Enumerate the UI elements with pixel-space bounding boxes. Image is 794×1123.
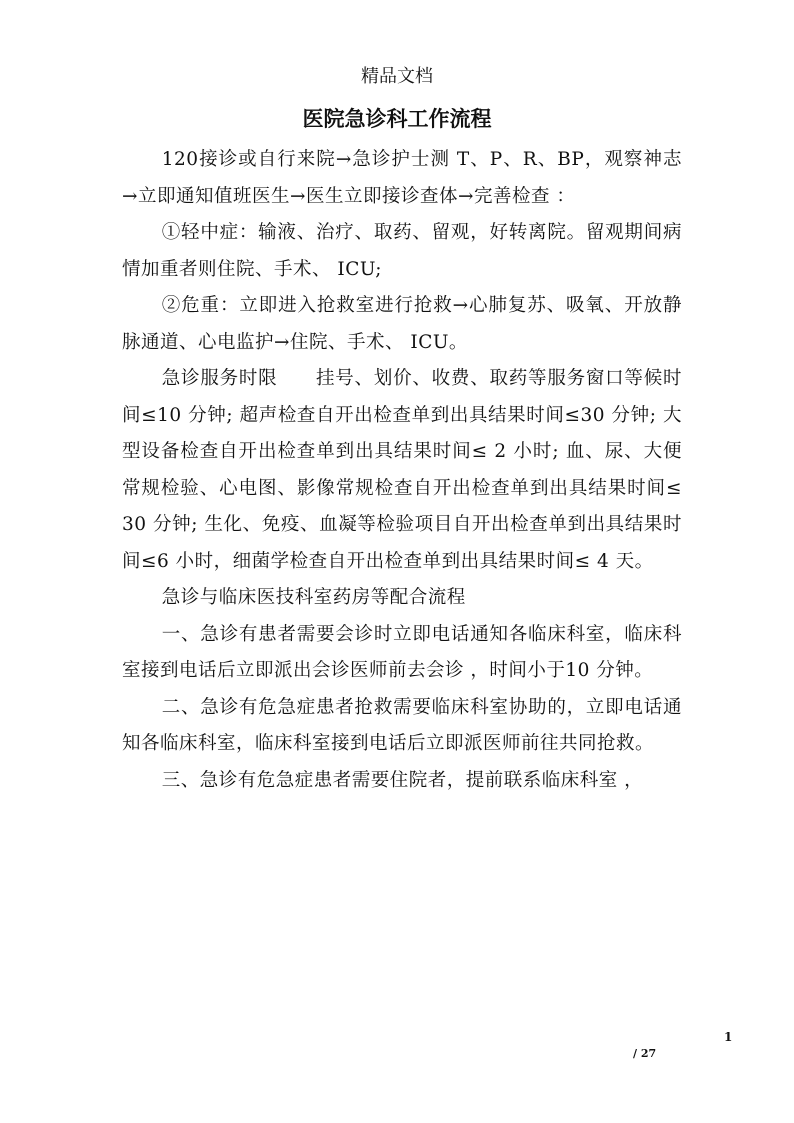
paragraph-service-time-limits: 急诊服务时限 挂号、划价、收费、取药等服务窗口等候时间≤10 分钟; 超声检查自开出检查单到出具结果时间≤30 分钟; 大型设备检查自开出检查单到出具结果时间≤ 2 小时; 血、尿、大便常规检验、心电图、影像常规检查自开出检查单到出具结果时间≤ 30 分钟; 生化、免疫、血凝等检验项目自开出检查单到出具结果时间≤6 小时，细菌学检查自开出检查单到出具结果时间≤ 4 天。 bbox=[122, 368, 682, 572]
paragraph-intake-flow: 120接诊或自行来院→急诊护士测 T、P、R、BP，观察神志→立即通知值班医生→医生立即接诊查体→完善检查 ： bbox=[122, 149, 682, 207]
page-number: 1 bbox=[724, 1030, 733, 1044]
paragraph-critical-cases: ②危重：立即进入抢救室进行抢救→心肺复苏、吸氧、开放静脉通道、心电监护→住院、手术、 ICU。 bbox=[122, 295, 682, 353]
document-body bbox=[122, 142, 682, 799]
paragraph-mild-cases: ①轻中症：输液、治疗、取药、留观，好转离院。留观期间病情加重者则住院、手术、 ICU; bbox=[122, 222, 682, 280]
paragraph-hospitalization: 三、急诊有危急症患者需要住院者，提前联系临床科室 ， bbox=[161, 769, 644, 791]
paragraph-cooperation-heading: 急诊与临床医技科室药房等配合流程 bbox=[161, 587, 466, 608]
document-title: 医院急诊科工作流程 bbox=[302, 106, 492, 131]
page-header: 精品文档 bbox=[361, 66, 433, 87]
page-count: / 27 bbox=[633, 1047, 657, 1060]
paragraph-consultation: 一、急诊有患者需要会诊时立即电话通知各临床科室，临床科室接到电话后立即派出会诊医师前去会诊 ，时间小于10 分钟。 bbox=[122, 623, 682, 681]
paragraph-rescue-assistance: 二、急诊有危急症患者抢救需要临床科室协助的，立即电话通知各临床科室，临床科室接到电话后立即派医师前往共同抢救。 bbox=[122, 696, 682, 754]
